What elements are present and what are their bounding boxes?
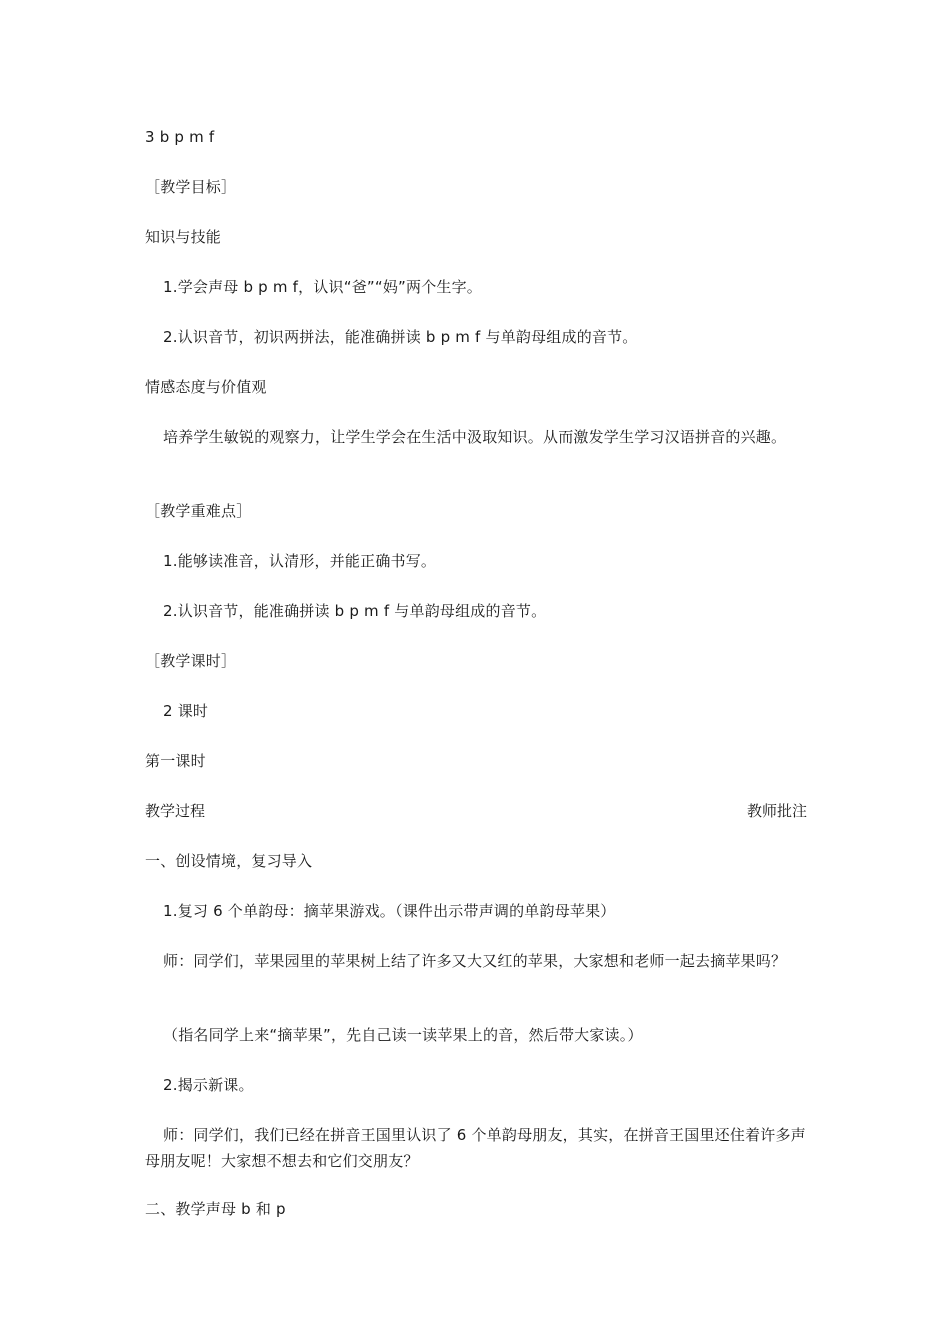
subheading-knowledge-skills: 知识与技能 (145, 228, 222, 246)
step1-note: （指名同学上来“摘苹果”，先自己读一读苹果上的音，然后带大家读。） (163, 1026, 643, 1044)
step1-teacher-dialogue: 师：同学们，苹果园里的苹果树上结了许多又大又红的苹果，大家想和老师一起去摘苹果吗？ (163, 952, 787, 970)
step1-item-2: 2.揭示新课。 (163, 1076, 254, 1094)
goal-item-2: 2.认识音节，初识两拼法，能准确拼读 b p m f 与单韵母组成的音节。 (163, 328, 638, 346)
teacher-notes-label: 教师批注 (746, 802, 807, 820)
step1-heading: 一、创设情境，复习导入 (145, 852, 313, 870)
section-key-points: ［教学重难点］ (145, 502, 252, 520)
teaching-hours-value: 2 课时 (163, 702, 209, 720)
emotion-paragraph: 培养学生敏锐的观察力，让学生学会在生活中汲取知识。从而激发学生学习汉语拼音的兴趣。 (163, 428, 787, 446)
process-label: 教学过程 (145, 802, 206, 820)
step1-item-1: 1.复习 6 个单韵母：摘苹果游戏。（课件出示带声调的单韵母苹果） (163, 902, 616, 920)
step1-teacher-dialogue-2: 师：同学们，我们已经在拼音王国里认识了 6 个单韵母朋友，其实，在拼音王国里还住着许多声母朋友呢！大家想不想去和它们交朋友？ (145, 1126, 806, 1170)
section-teaching-goals: ［教学目标］ (145, 178, 237, 196)
lesson-title: 3 b p m f (145, 128, 215, 146)
key-point-1: 1.能够读准音，认清形，并能正确书写。 (163, 552, 437, 570)
subheading-emotion-values: 情感态度与价值观 (145, 378, 267, 396)
key-point-2: 2.认识音节，能准确拼读 b p m f 与单韵母组成的音节。 (163, 602, 547, 620)
process-header-row (145, 798, 807, 824)
step2-heading: 二、教学声母 b 和 p (145, 1200, 286, 1218)
first-lesson-heading: 第一课时 (145, 752, 206, 770)
section-teaching-hours: ［教学课时］ (145, 652, 237, 670)
goal-item-1: 1.学会声母 b p m f，认识“爸”“妈”两个生字。 (163, 278, 483, 296)
